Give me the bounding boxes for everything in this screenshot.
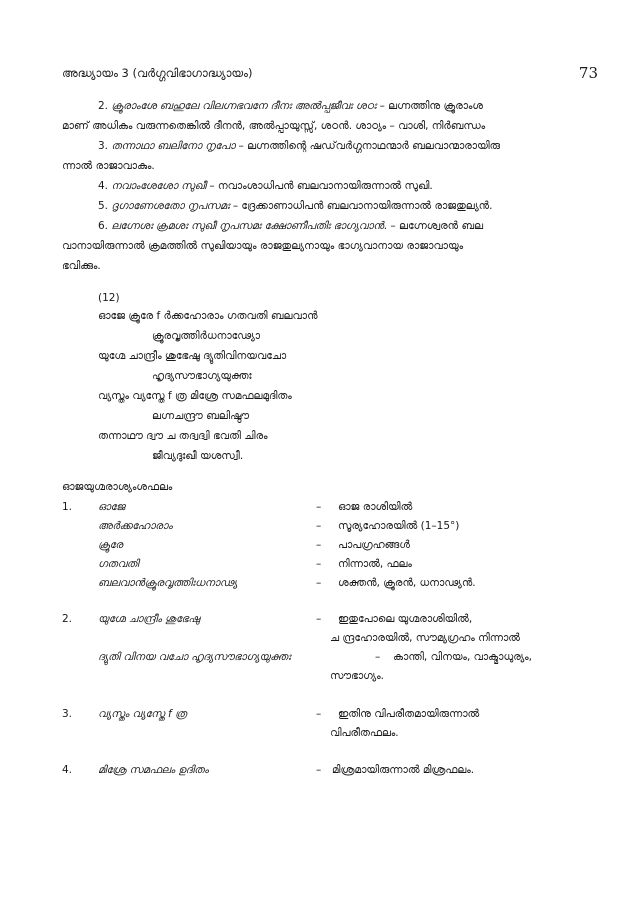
glossary-term: ദ്യുതി വിനയ വചോ ഹൃദ്യസൗഭാഗ്യയുക്തഃ	[98, 651, 291, 663]
glossary-term: വ്യസ്തം വ്യസ്തേ f ത്ര	[98, 708, 187, 720]
explanation-text: – നവാംശാധിപൻ ബലവാനായിരുന്നാൽ സുഖി.	[206, 180, 433, 192]
verse-line: യുഗ്മേ ചാന്ദ്രീം ശുഭേഷു ദ്യുതിവിനയവചോ	[98, 350, 287, 362]
glossary-meaning: ശക്തൻ, ക്രൂരൻ, ധനാഢ്യൻ.	[338, 577, 476, 589]
paragraph-line	[98, 200, 492, 213]
paragraph-line	[62, 260, 101, 273]
explanation-text: – ലഗ്നത്തിന്റെ ഷഡ്‌വർഗ്ഗനാഥന്മാർ ബലവാന്മാരായിരു	[235, 140, 500, 152]
paragraph-line	[98, 180, 433, 193]
dash-separator: –	[375, 651, 381, 663]
glossary-term: മിശ്രേ സമഫലം ഉദിതം	[98, 764, 209, 776]
paragraph-line	[98, 100, 483, 113]
item-number: 3.	[98, 140, 109, 152]
dash-separator: –	[316, 539, 322, 551]
glossary-meaning: സൂര്യഹോരയിൽ (1–15°)	[338, 520, 460, 532]
explanation-text: – ലഗ്നത്തിനു ക്രൂരാംശ	[376, 100, 484, 112]
explanation-text: മാണ് അധികം വരുന്നതെങ്കിൽ ദീനൻ, അൽപ്പായുസ്സ്, ശഠൻ. ശാഠ്യം – വാശി, നിർബന്ധം	[62, 120, 486, 132]
glossary-meaning: ഇതുപോലെ യുഗ്മരാശിയിൽ,	[338, 613, 473, 625]
explanation-text: ന്നാൽ രാജാവാകും.	[62, 160, 155, 172]
section-heading: ഓജയുഗ്മരാശ്യംശഫലം	[62, 481, 173, 493]
sanskrit-quote: ലഗ്നേശഃ ക്രമശഃ സുഖീ നൃപസമഃ ക്ഷോണീപതിഃ ഭാഗ്യവാൻ	[111, 220, 384, 232]
verse-line: ഹൃദ്യസൗഭാഗ്യയുക്തഃ	[152, 370, 252, 382]
verse-line: ഓജേ ക്രൂരേ f ർക്കഹോരാം ഗതവതി ബലവാൻ	[98, 310, 318, 322]
verse-line: വ്യസ്തം വ്യസ്തേ f ത്ര മിശ്രേ സമഫലമുദിതം	[98, 390, 292, 402]
dash-separator: –	[316, 520, 322, 532]
paragraph-line	[62, 160, 155, 173]
glossary-number: 4.	[62, 764, 73, 776]
dash-separator: –	[316, 764, 322, 776]
explanation-text: ഭവിക്കും.	[62, 260, 101, 272]
item-number: 2.	[98, 100, 109, 112]
paragraph-line	[98, 220, 483, 233]
glossary-meaning-cont: വിപരീതഫലം.	[330, 727, 399, 739]
verse-line: തന്നാഥൗ ദ്വൗ ച തദ്വദ്വി ഭവതി ചിരം	[98, 430, 268, 442]
glossary-number: 1.	[62, 501, 73, 513]
glossary-number: 3.	[62, 708, 73, 720]
page-number: 73	[578, 64, 598, 82]
sanskrit-quote: ക്രൂരാംശേ ബഹുലേ വിലഗ്നഭവനേ ദീനഃ അൽപ്പജീവഃ ശഠഃ	[111, 100, 377, 112]
page-header	[62, 64, 598, 84]
paragraph-line	[98, 140, 500, 153]
item-number: 4.	[98, 180, 109, 192]
glossary-term: ഓജേ	[98, 501, 125, 513]
dash-separator: –	[316, 708, 322, 720]
dash-separator: –	[316, 501, 322, 513]
dash-separator: –	[316, 613, 322, 625]
glossary-term: ക്രൂരേ	[98, 539, 123, 551]
sanskrit-quote: തന്നാഥാ ബലിനോ നൃപോ	[111, 140, 236, 152]
glossary-meaning: കാന്തി, വിനയം, വാക്മാധുര്യം,	[393, 651, 533, 663]
glossary-meaning: പാപഗ്രഹങ്ങൾ	[338, 539, 410, 551]
sanskrit-quote: നവാംശേശോ സുഖീ	[111, 180, 206, 192]
verse-line: ലഗ്നചന്ദ്രൗ ബലിഷ്ഠൗ	[152, 410, 250, 422]
glossary-meaning: ഇതിനു വിപരീതമായിരുന്നാൽ	[338, 708, 480, 720]
dash-separator: –	[316, 558, 322, 570]
sanskrit-quote: ദൃഗാണേശതോ നൃപസമഃ	[111, 200, 230, 212]
explanation-text: വാനായിരുന്നാൽ ക്രമത്തിൽ സുഖിയായും രാജതുല്യനായും ഭാഗ്യവാനായ രാജാവായും	[62, 240, 464, 252]
glossary-meaning: ഓജ രാശിയിൽ	[338, 501, 413, 513]
verse-number: (12)	[98, 292, 120, 304]
glossary-meaning-cont: ച ന്ദ്രഹോരയിൽ, സൗമ്യഗ്രഹം നിന്നാൽ	[330, 632, 521, 644]
glossary-term: അർക്കഹോരാം	[98, 520, 173, 532]
dash-separator: –	[316, 577, 322, 589]
item-number: 5.	[98, 200, 109, 212]
glossary-term: ബലവാൻക്രൂരവൃത്തിഃധനാഢ്യ	[98, 577, 238, 589]
glossary-meaning: മിശ്രമായിരുന്നാൽ മിശ്രഫലം.	[332, 764, 475, 776]
chapter-title: അദ്ധ്യായം 3 (വർഗ്ഗവിഭാഗാദ്ധ്യായം)	[62, 66, 253, 80]
paragraph-line	[62, 120, 485, 133]
glossary-term: ഗതവതി	[98, 558, 139, 570]
glossary-term: യുഗ്മേ ചാന്ദ്രീം ശുഭേഷു	[98, 613, 200, 625]
explanation-text: . – ലഗ്നേശ്വരൻ ബല	[383, 220, 484, 232]
explanation-text: – ദ്രേക്കാണാധിപൻ ബലവാനായിരുന്നാൽ രാജതുല്യൻ.	[229, 200, 493, 212]
verse-line: ജീവ്യദുഃഖീ യശസ്വീ.	[152, 450, 244, 462]
paragraph-line	[62, 240, 463, 253]
glossary-meaning: നിന്നാൽ, ഫലം	[338, 558, 412, 570]
item-number: 6.	[98, 220, 109, 232]
glossary-meaning-cont: സൗഭാഗ്യം.	[330, 670, 384, 682]
verse-line: ക്രൂരവൃത്തിർധനാഢ്യോ	[152, 330, 261, 342]
glossary-number: 2.	[62, 613, 73, 625]
